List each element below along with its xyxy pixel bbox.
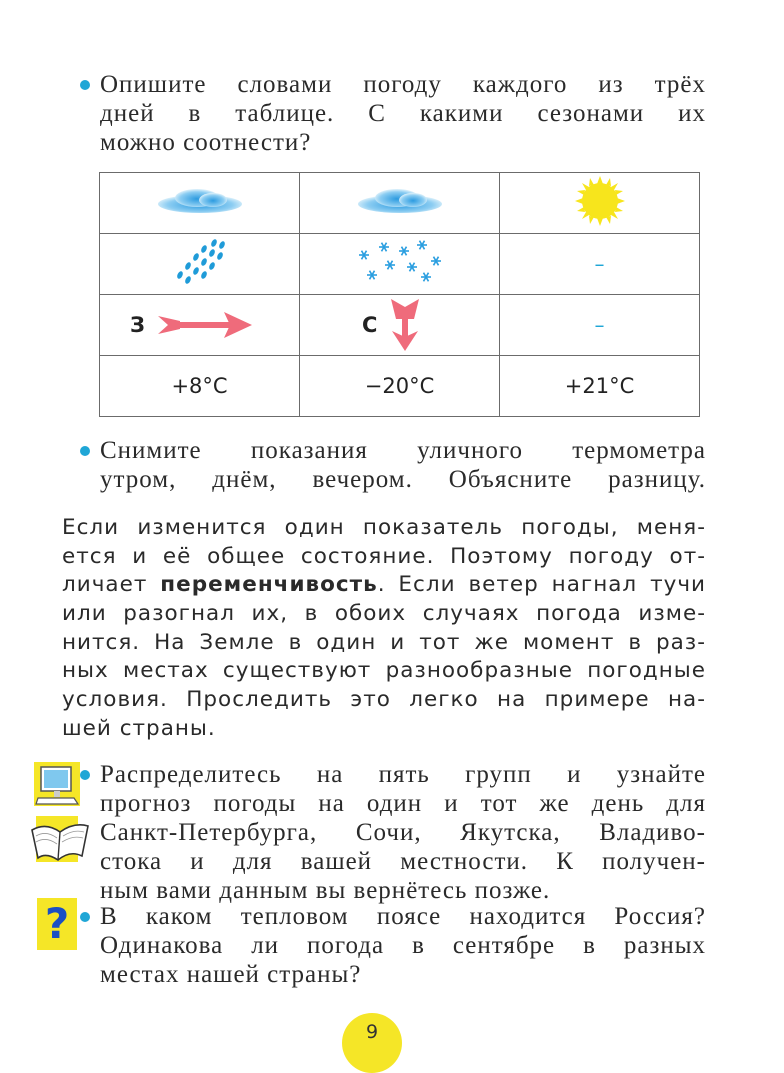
table-cell: [100, 234, 300, 295]
table-cell: [300, 173, 500, 234]
main-text-line: шей страны.: [62, 715, 216, 741]
book-icon: [30, 812, 90, 866]
main-text: [62, 514, 706, 744]
table-row-wind: [100, 295, 700, 356]
wind-direction-label: С: [362, 313, 378, 337]
bullet-task2: [80, 446, 90, 456]
sun-icon: [573, 174, 627, 228]
temperature-value: −20°C: [364, 374, 435, 398]
task3-text: [100, 760, 706, 905]
table-row-temperature: [100, 356, 700, 417]
weather-table: [99, 172, 700, 417]
main-text-fragment: . Если ветер нагнал тучи: [377, 572, 707, 598]
task3-line: стока и для вашей местности. К получен-: [100, 848, 706, 875]
task2-line: Снимите показания уличного термометра: [100, 437, 706, 464]
arrow-south-icon: [388, 299, 422, 353]
cloud-icon: [355, 186, 445, 216]
wind-direction-label: З: [130, 313, 145, 337]
task1-line: дней в таблице. С какими сезонами их: [100, 100, 706, 127]
task3-line: прогноз погоды на один и тот же день для: [100, 790, 706, 817]
bullet-task3: [80, 770, 90, 780]
task1-text: [100, 70, 706, 157]
task4-line: В каком тепловом поясе находится Россия?: [100, 903, 706, 930]
temperature-value: +8°C: [171, 374, 228, 398]
bullet-task4: [80, 912, 90, 922]
table-row-precipitation: [100, 234, 700, 295]
no-wind-dash: –: [594, 313, 605, 337]
page-number: 9: [342, 1013, 402, 1073]
task3-line: ным вами данным вы вернётесь позже.: [100, 877, 551, 904]
task4-line: местах нашей страны?: [100, 961, 362, 988]
table-row-sky: [100, 173, 700, 234]
main-text-line: ется и её общее состояние. Поэтому погоду от-: [62, 543, 706, 569]
computer-icon: [34, 762, 80, 806]
arrow-east-icon: [158, 310, 254, 340]
main-text-line: [62, 571, 706, 600]
main-text-line: Если изменится один показатель погоды, меня-: [62, 515, 706, 540]
question-mark-icon: [37, 898, 77, 950]
task3-line: Распределитесь на пять групп и узнайте: [100, 761, 706, 788]
no-precipitation-dash: –: [594, 252, 605, 276]
task1-line: Опишите словами погоду каждого из трёх: [100, 71, 706, 98]
main-text-line: ных местах существуют разнообразные погодные: [62, 658, 706, 684]
table-cell: [300, 295, 500, 356]
main-text-line: нится. На Земле в один и тот же момент в раз-: [62, 629, 706, 655]
rain-icon: [170, 237, 230, 287]
temperature-value: +21°C: [564, 374, 635, 398]
table-cell: [100, 295, 300, 356]
task4-line: Одинакова ли погода в сентябре в разных: [100, 932, 706, 959]
table-cell: [300, 234, 500, 295]
main-text-line: или разогнал их, в обоих случаях погода изме-: [62, 601, 706, 627]
table-cell: [100, 356, 300, 417]
table-cell: [300, 356, 500, 417]
cloud-icon: [155, 186, 245, 216]
table-cell: [100, 173, 300, 234]
table-cell: [500, 295, 700, 356]
key-term: переменчивость: [160, 572, 378, 598]
table-cell: [500, 234, 700, 295]
task4-text: [100, 902, 706, 989]
task2-line: утром, днём, вечером. Объясните разницу.: [100, 466, 706, 493]
table-cell: [500, 173, 700, 234]
bullet-task1: [80, 80, 90, 90]
task3-line: Санкт-Петербурга, Сочи, Якутска, Владиво-: [100, 819, 706, 846]
main-text-fragment: личает: [62, 572, 161, 598]
task1-line: можно соотнести?: [100, 129, 312, 156]
task2-text: [100, 436, 706, 494]
main-text-line: условия. Проследить это легко на примере на-: [62, 687, 706, 713]
table-cell: [500, 356, 700, 417]
question-mark-glyph: ?: [44, 899, 70, 948]
snowflakes-icon: [350, 239, 450, 285]
